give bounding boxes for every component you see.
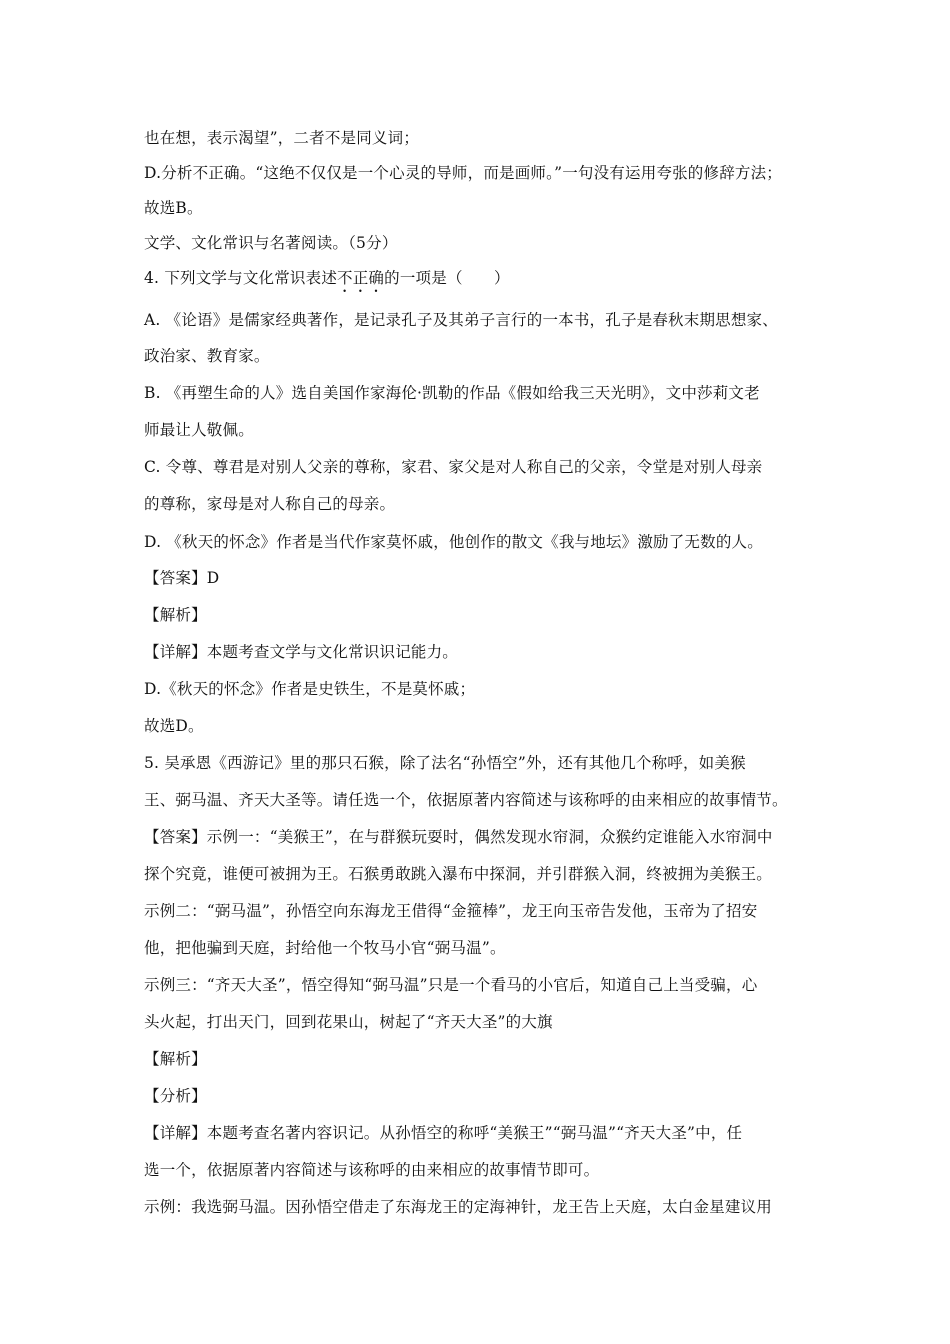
text-line: 故选D。 <box>144 717 204 735</box>
detail-line: 【详解】本题考查文学与文化常识识记能力。 <box>144 643 459 661</box>
question-5-line-2: 王、弼马温、齐天大圣等。请任选一个，依据原著内容简述与该称呼的由来相应的故事情节。 <box>144 791 788 809</box>
text-line: 他，把他骗到天庭，封给他一个牧马小官“弼马温”。 <box>144 939 506 957</box>
text-line: 探个究竟，谁便可被拥为王。石猴勇敢跳入瀑布中探洞，并引群猴入洞，终被拥为美猴王。 <box>144 865 773 883</box>
question-4-prefix: 4. 下列文学与文化常识表述 <box>144 269 338 287</box>
text-line: 示例二：“弼马温”，孙悟空向东海龙王借得“金箍棒”，龙王向玉帝告发他，玉帝为了招安 <box>144 902 758 920</box>
text-line: D.分析不正确。“这绝不仅仅是一个心灵的导师，而是画师。”一句没有运用夸张的修辞方法； <box>144 164 783 182</box>
emphasis-text: 不正确 <box>337 269 385 287</box>
text-line: D.《秋天的怀念》作者是史铁生，不是莫怀戚； <box>144 680 476 698</box>
analysis-heading: 【解析】 <box>144 1050 207 1068</box>
option-b-line-1: B. 《再塑生命的人》选自美国作家海伦·凯勒的作品《假如给我三天光明》，文中莎莉文老 <box>144 384 760 402</box>
option-c-line-2: 的尊称，家母是对人称自己的母亲。 <box>144 495 396 513</box>
option-a-line-1: A. 《论语》是儒家经典著作，是记录孔子及其弟子言行的一本书，孔子是春秋末期思想家、 <box>144 311 778 329</box>
detail-line: 【详解】本题考查名著内容识记。从孙悟空的称呼“美猴王”“弼马温”“齐天大圣”中，任 <box>144 1124 743 1142</box>
option-c-line-1: C. 令尊、尊君是对别人父亲的尊称，家君、家父是对人称自己的父亲，令堂是对别人母亲 <box>144 458 763 476</box>
text-line: 示例：我选弼马温。因孙悟空借走了东海龙王的定海神针，龙王告上天庭，太白金星建议用 <box>144 1198 773 1216</box>
question-4-suffix: 的一项是（ ） <box>384 269 510 287</box>
answer-line: 【答案】示例一：“美猴王”，在与群猴玩耍时，偶然发现水帘洞，众猴约定谁能入水帘洞中 <box>144 828 773 846</box>
text-line: 选一个，依据原著内容简述与该称呼的由来相应的故事情节即可。 <box>144 1161 600 1179</box>
text-line: 示例三：“齐天大圣”，悟空得知“弼马温”只是一个看马的小官后，知道自己上当受骗，心 <box>144 976 758 994</box>
text-line: 故选B。 <box>144 199 203 217</box>
analysis-subheading: 【分析】 <box>144 1087 207 1105</box>
option-d-line: D. 《秋天的怀念》作者是当代作家莫怀戚，他创作的散文《我与地坛》激励了无数的人。 <box>144 533 763 551</box>
question-5-line-1: 5. 吴承恩《西游记》里的那只石猴，除了法名“孙悟空”外，还有其他几个称呼，如美猴 <box>144 754 746 772</box>
answer-heading: 【答案】D <box>144 569 220 587</box>
option-b-line-2: 师最让人敬佩。 <box>144 421 254 439</box>
text-line: 也在想，表示渴望”，二者不是同义词； <box>144 129 420 147</box>
analysis-heading: 【解析】 <box>144 606 207 624</box>
question-4-stem <box>144 268 814 296</box>
text-line: 头火起，打出天门，回到花果山，树起了“齐天大圣”的大旗 <box>144 1013 553 1031</box>
option-a-line-2: 政治家、教育家。 <box>144 347 270 365</box>
text-line: 文学、文化常识与名著阅读。（5分） <box>144 234 398 252</box>
